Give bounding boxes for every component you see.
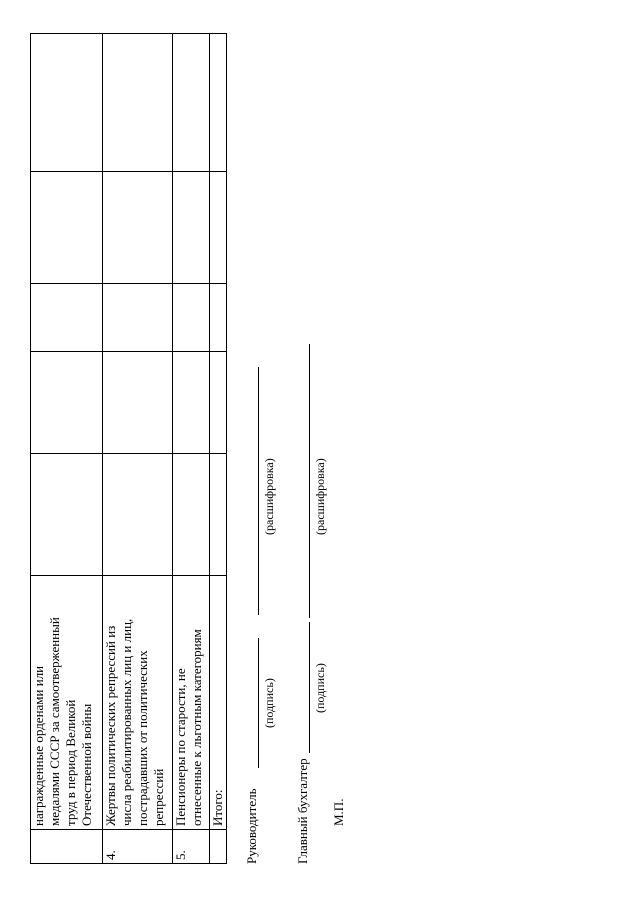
value-cell xyxy=(103,172,173,284)
category-line: медалями СССР за самоотверженный xyxy=(47,617,62,826)
value-cell xyxy=(103,352,173,454)
head-label: Руководитель xyxy=(244,788,259,864)
head-signature-line xyxy=(258,638,259,768)
stamp-place: М.П. xyxy=(331,798,346,826)
row-number: 5. xyxy=(173,830,210,864)
row-number xyxy=(210,830,227,864)
category-line: пострадавших от политических xyxy=(135,650,150,826)
category-line: числа реабилитированных лиц и лиц, xyxy=(119,618,134,826)
value-cell xyxy=(173,34,210,172)
category-line: отнесенные к льготным категориям xyxy=(189,629,204,826)
benefits-table xyxy=(30,33,227,864)
table-row xyxy=(103,34,173,864)
value-cell xyxy=(31,454,103,576)
category-line: награжденные орденами или xyxy=(31,665,46,826)
row-number xyxy=(31,830,103,864)
category-line: репрессий xyxy=(151,768,166,826)
value-cell xyxy=(173,284,210,352)
table-row xyxy=(210,34,227,864)
value-cell xyxy=(103,34,173,172)
value-cell xyxy=(210,34,227,172)
value-cell xyxy=(31,284,103,352)
accountant-decoding-hint: (расшифровка) xyxy=(313,458,327,535)
accountant-signature-hint: (подпись) xyxy=(313,663,327,713)
head-decoding-line xyxy=(258,367,259,615)
total-label: Итого: xyxy=(210,576,227,830)
accountant-signature-line xyxy=(309,622,310,753)
category-line: Отечественной войны xyxy=(79,703,94,826)
value-cell xyxy=(210,284,227,352)
head-decoding-hint: (расшифровка) xyxy=(262,458,276,535)
row-number: 4. xyxy=(103,830,173,864)
table-row xyxy=(173,34,210,864)
value-cell xyxy=(103,454,173,576)
table-row xyxy=(31,34,103,864)
value-cell xyxy=(173,352,210,454)
value-cell xyxy=(103,284,173,352)
accountant-decoding-line xyxy=(309,344,310,618)
category-cell xyxy=(173,576,210,830)
value-cell xyxy=(210,172,227,284)
category-line: Жертвы политических репрессий из xyxy=(103,625,118,826)
value-cell xyxy=(31,352,103,454)
value-cell xyxy=(210,352,227,454)
category-cell xyxy=(31,576,103,830)
head-signature-hint: (подпись) xyxy=(262,678,276,728)
value-cell xyxy=(173,454,210,576)
value-cell xyxy=(210,454,227,576)
value-cell xyxy=(31,34,103,172)
accountant-label: Главный бухгалтер xyxy=(295,758,310,864)
category-cell xyxy=(103,576,173,830)
category-line: труд в период Великой xyxy=(63,699,78,826)
category-line: Пенсионеры по старости, не xyxy=(173,668,188,826)
value-cell xyxy=(173,172,210,284)
value-cell xyxy=(31,172,103,284)
